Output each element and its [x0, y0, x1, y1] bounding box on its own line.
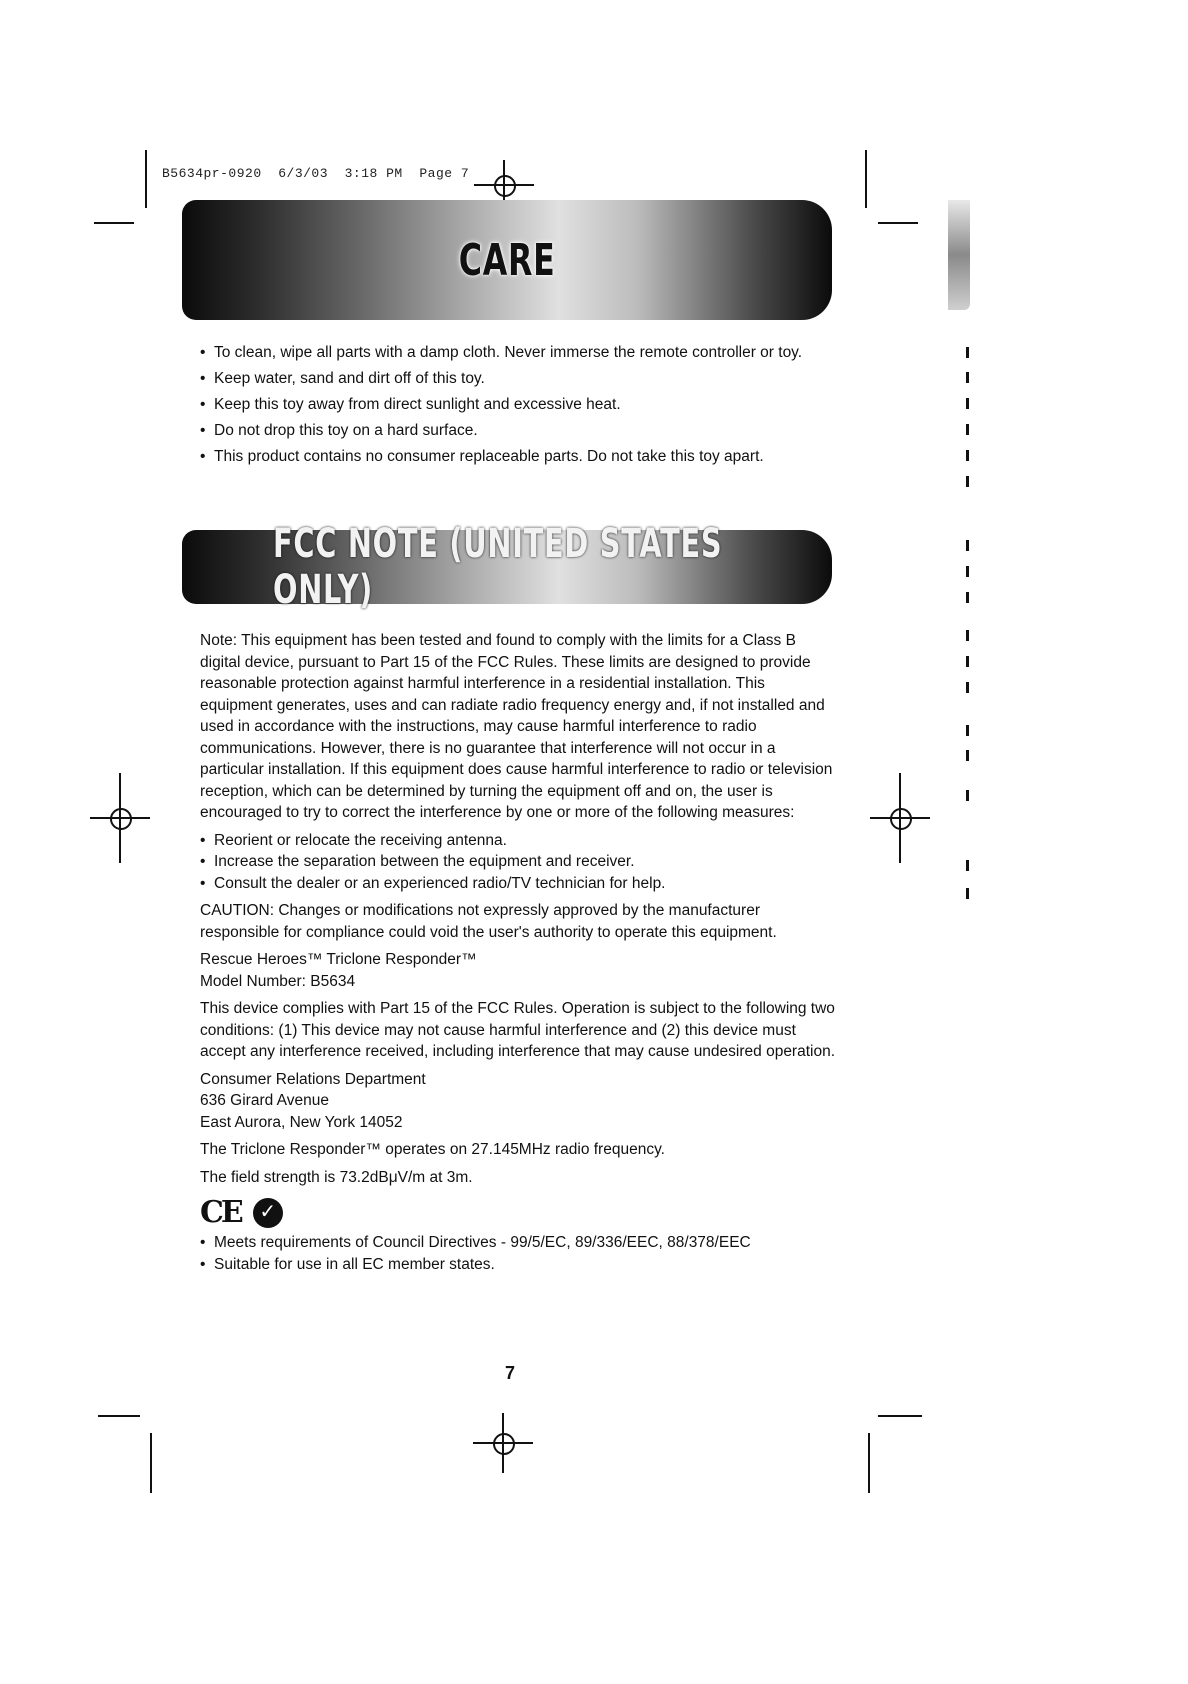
field-strength-text: The field strength is 73.2dBμV/m at 3m.: [200, 1168, 473, 1186]
product-name: Rescue Heroes™ Triclone Responder™: [200, 951, 477, 968]
list-item: • Increase the separation between the equipment and receiver.: [200, 851, 840, 873]
edge-tick: [966, 790, 969, 801]
list-item: • This product contains no consumer replaceable parts. Do not take this toy apart.: [200, 444, 840, 470]
care-list: [200, 340, 840, 470]
fcc-compliance: This device complies with Part 15 of the FCC Rules. Operation is subject to the following two conditions: (1) This device may not cause harmful interference and (2) this device must accept any interference received, including interference that may cause undesired operation.: [200, 1000, 836, 1060]
address-dept: Consumer Relations Department: [200, 1070, 426, 1088]
crop-mark: [98, 1415, 140, 1417]
ce-list: [200, 1232, 840, 1275]
check-badge-icon: ✓: [253, 1198, 283, 1228]
edge-tick: [966, 656, 969, 667]
edge-tick: [966, 860, 969, 871]
list-item: • Reorient or relocate the receiving antenna.: [200, 830, 840, 852]
list-item: • To clean, wipe all parts with a damp cloth. Never immerse the remote controller or toy.: [200, 340, 840, 366]
certification-marks: [200, 1195, 840, 1231]
edge-tick: [966, 398, 969, 409]
crop-mark: [878, 1415, 922, 1417]
fcc-measures-list: [200, 830, 840, 895]
print-slug: B5634pr-0920 6/3/03 3:18 PM Page 7: [162, 166, 470, 181]
page-number: 7: [505, 1363, 516, 1383]
address-street: 636 Girard Avenue: [200, 1092, 329, 1109]
edge-tick: [966, 476, 969, 487]
address-city: East Aurora, New York 14052: [200, 1113, 403, 1131]
frequency-text: The Triclone Responder™ operates on 27.145MHz radio frequency.: [200, 1141, 665, 1158]
model-number: Model Number: B5634: [200, 972, 356, 990]
edge-tick: [966, 592, 969, 603]
fcc-banner: [182, 521, 832, 613]
list-item: • Suitable for use in all EC member states.: [200, 1254, 840, 1276]
page-edge-strip: [948, 200, 970, 310]
crop-mark: [868, 1433, 870, 1493]
edge-tick: [966, 347, 969, 358]
edge-tick: [966, 630, 969, 641]
registration-crosshair-icon: [870, 773, 930, 863]
fcc-section: [200, 630, 840, 1281]
list-item: • Keep this toy away from direct sunlight and excessive heat.: [200, 392, 840, 418]
edge-tick: [966, 424, 969, 435]
registration-crosshair-icon: [473, 1413, 533, 1503]
crop-mark: [94, 222, 134, 224]
list-item: • Consult the dealer or an experienced radio/TV technician for help.: [200, 873, 840, 895]
list-item: • Meets requirements of Council Directives - 99/5/EC, 89/336/EEC, 88/378/EEC: [200, 1232, 840, 1254]
care-banner: [182, 200, 832, 320]
list-item: • Keep water, sand and dirt off of this toy.: [200, 366, 840, 392]
edge-tick: [966, 372, 969, 383]
edge-tick: [966, 725, 969, 736]
fcc-caution: CAUTION: Changes or modifications not expressly approved by the manufacturer responsible for compliance could void the user's authority to operate this equipment.: [200, 902, 777, 941]
fcc-title: FCC NOTE (UNITED STATES ONLY): [273, 521, 723, 613]
crop-mark: [145, 150, 147, 208]
edge-tick: [966, 888, 969, 899]
fcc-note: Note: This equipment has been tested and found to comply with the limits for a Class B digital device, pursuant to Part 15 of the FCC Rules. These limits are designed to provide reasonable protection against harmful interference in a residential installation. This equipment generates, uses and can radiate radio frequency energy and, if not installed and used in accordance with the instructions, may cause harmful interference to radio communications. However, there is no guarantee that interference will not occur in a particular installation. If this equipment does cause harmful interference to radio or television reception, which can be determined by turning the equipment off and on, the user is encouraged to try to correct the interference by one or more of the following measures:: [200, 632, 833, 821]
crop-mark: [878, 222, 918, 224]
care-title: CARE: [458, 234, 556, 286]
edge-tick: [966, 682, 969, 693]
edge-tick: [966, 450, 969, 461]
edge-tick: [966, 540, 969, 551]
ce-mark-icon: CE: [200, 1195, 241, 1231]
registration-crosshair-icon: [90, 773, 150, 863]
edge-tick: [966, 750, 969, 761]
crop-mark: [865, 150, 867, 208]
crop-mark: [150, 1433, 152, 1493]
edge-tick: [966, 566, 969, 577]
list-item: • Do not drop this toy on a hard surface.: [200, 418, 840, 444]
